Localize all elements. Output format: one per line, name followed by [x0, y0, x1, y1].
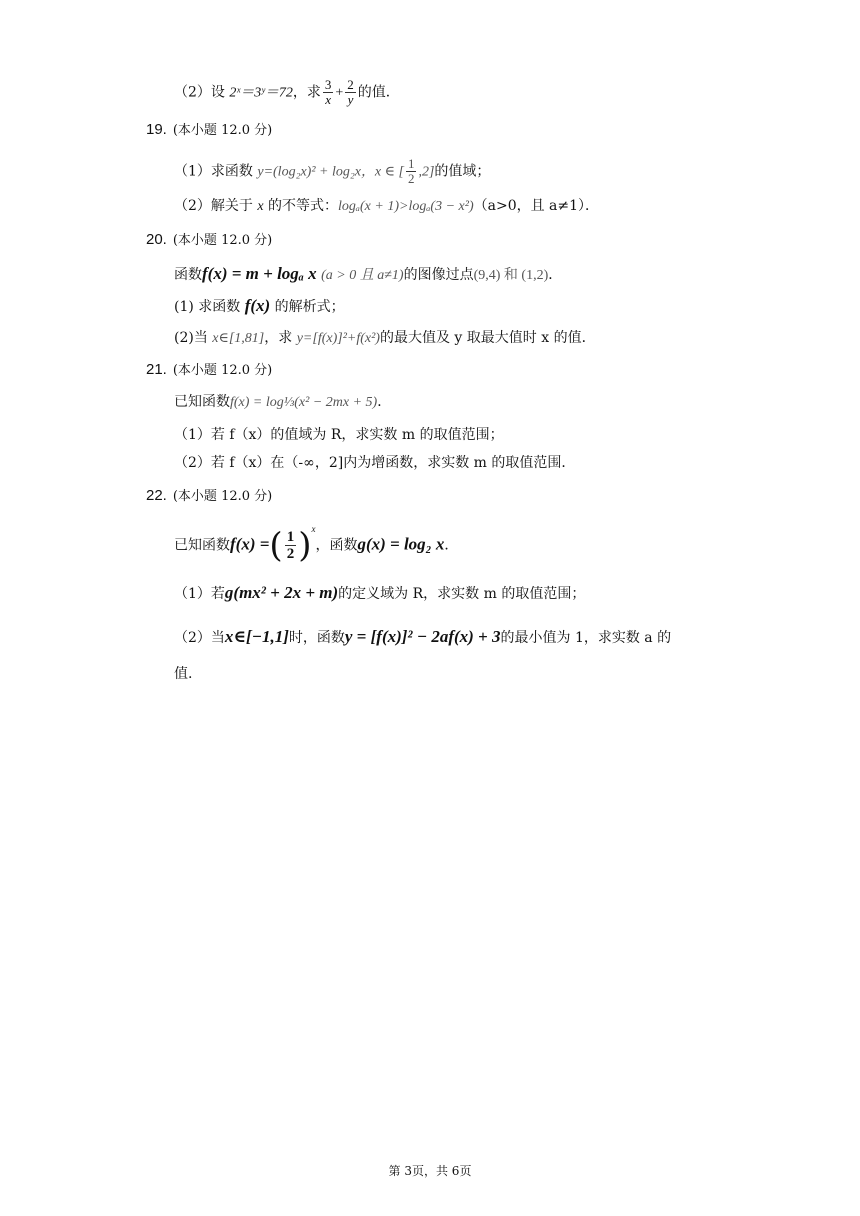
q18-part2: [174, 78, 400, 107]
q20-part2-expr: y=[f(x)]²+f(x²): [296, 331, 380, 346]
q19-part2-mid: 的不等式：: [263, 198, 339, 214]
q19-part1-end: 的值域；: [434, 163, 491, 180]
q19-part1-frac-den: 2: [407, 171, 415, 186]
q20-part2-mid: ，求: [264, 330, 297, 346]
page-footer: 第 3页，共 6页: [388, 1164, 472, 1178]
q22-intro-exp: x: [311, 524, 316, 534]
q22-part1-lead: （1）若: [174, 586, 225, 602]
q22-intro: [174, 521, 459, 566]
q22-intro-frac: [285, 529, 297, 562]
q22-intro-mid: ，函数: [315, 537, 358, 554]
q22-part2-end: 的最小值为 1，求实数 a 的: [500, 630, 672, 646]
q21-intro-lead: 已知函数: [174, 394, 230, 410]
q19-part1-label: （1）求函数: [174, 163, 258, 180]
q22-part2: [174, 627, 671, 648]
q22-header: [146, 486, 272, 507]
q20-part2: [174, 328, 596, 349]
q20-intro-rest: 的图像过点: [403, 267, 474, 283]
q20-intro: [174, 264, 562, 286]
q18-frac2-num: 2: [347, 77, 354, 92]
q18-frac1-num: 3: [324, 77, 332, 92]
q20-score: (本小题 12.0 分): [172, 233, 273, 248]
q20-part1: [174, 296, 345, 317]
q22-intro-f: f(x) =: [230, 534, 270, 554]
q19-score: (本小题 12.0 分): [172, 123, 273, 138]
q20-intro-end: ．: [548, 267, 563, 283]
q20-part1-func: f(x): [244, 296, 271, 315]
q20-part2-lead: (2)当: [174, 330, 213, 346]
q22-part2-expr: y = [f(x)]² − 2af(x) + 3: [344, 627, 501, 646]
q19-part2-cond: （a>0，且 a≠1）．: [473, 198, 600, 214]
q22-score: (本小题 12.0 分): [172, 489, 273, 504]
q20-part1-lead: (1) 求函数: [174, 299, 245, 315]
q21-part1: （1）若 f（x）的值域为 R，求实数 m 的取值范围；: [174, 427, 504, 443]
q22-part1: [174, 583, 585, 604]
q18-plus: +: [335, 85, 344, 101]
q20-header: [146, 230, 272, 251]
q19-part1-domain: ，x ∈ [: [360, 164, 404, 180]
q19-part2-label: （2）解关于: [174, 198, 258, 214]
q21-number: 21.: [146, 361, 167, 378]
q18-part2-end: 的值．: [357, 84, 400, 101]
q20-part2-interval: x∈[1,81]: [212, 331, 265, 346]
q22-part2-mid: 时，函数: [288, 630, 345, 646]
q18-part2-expr: 2ˣ＝3ʸ＝72: [229, 85, 293, 101]
q19-header: [146, 120, 272, 141]
q20-part1-end: 的解析式；: [270, 299, 345, 315]
q22-part2-lead: （2）当: [174, 630, 225, 646]
q21-header: [146, 360, 272, 381]
q19-number: 19.: [146, 121, 167, 138]
q19-part1-frac-num: 1: [407, 156, 415, 171]
q22-intro-lead: 已知函数: [174, 537, 230, 554]
q22-number: 22.: [146, 487, 167, 504]
q22-intro-frac-den: 2: [286, 546, 295, 563]
q22-right-paren: ): [298, 525, 312, 566]
q18-part2-label: （2）设: [174, 84, 230, 101]
q22-left-paren: (: [269, 525, 283, 566]
q21-score: (本小题 12.0 分): [172, 363, 273, 378]
q21-intro-end: ．: [377, 394, 392, 410]
q18-frac2-den: y: [347, 92, 354, 107]
q20-intro-points: (9,4) 和 (1,2): [473, 268, 549, 283]
q19-part1-frac: [406, 157, 417, 186]
q22-part2-cont: 值.: [174, 666, 193, 682]
q21-intro: [174, 392, 391, 413]
q18-frac1-den: x: [325, 92, 332, 107]
q22-part2-interval: x∈[−1,1]: [224, 627, 289, 646]
q19-part1-domain-end: ,2]: [418, 164, 435, 180]
q22-intro-frac-num: 1: [286, 529, 295, 546]
q19-part2: [174, 196, 599, 217]
q20-part2-end: 的最大值及 y 取最大值时 x 的值．: [379, 330, 596, 346]
q21-part2: （2）若 f（x）在（-∞，2]内为增函数，求实数 m 的取值范围．: [174, 455, 576, 471]
q18-frac2: [345, 78, 356, 107]
q22-intro-end: ．: [444, 537, 459, 554]
q19-part2-var: x: [257, 199, 264, 214]
q19-part1-func: y=(log₂x)² + log₂x: [257, 164, 361, 180]
q22-part1-end: 的定义域为 R，求实数 m 的取值范围；: [338, 586, 586, 602]
q22-part1-expr: g(mx² + 2x + m): [224, 583, 339, 602]
q18-part2-mid: ，求: [292, 84, 321, 101]
q21-intro-func: f(x) = log⅓(x² − 2mx + 5): [230, 395, 378, 410]
q19-part2-ineq: logₐ(x + 1)>logₐ(3 − x²): [338, 199, 474, 214]
q20-intro-lead: 函数: [174, 267, 202, 283]
q18-frac1: [323, 78, 334, 107]
q20-intro-cond: (a > 0 且 a≠1): [321, 268, 404, 283]
q22-intro-g: g(x) = log₂ x: [357, 534, 445, 554]
q20-number: 20.: [146, 231, 167, 248]
q20-intro-func: f(x) = m + logₐ x: [202, 264, 317, 283]
q19-part1: [174, 157, 490, 186]
